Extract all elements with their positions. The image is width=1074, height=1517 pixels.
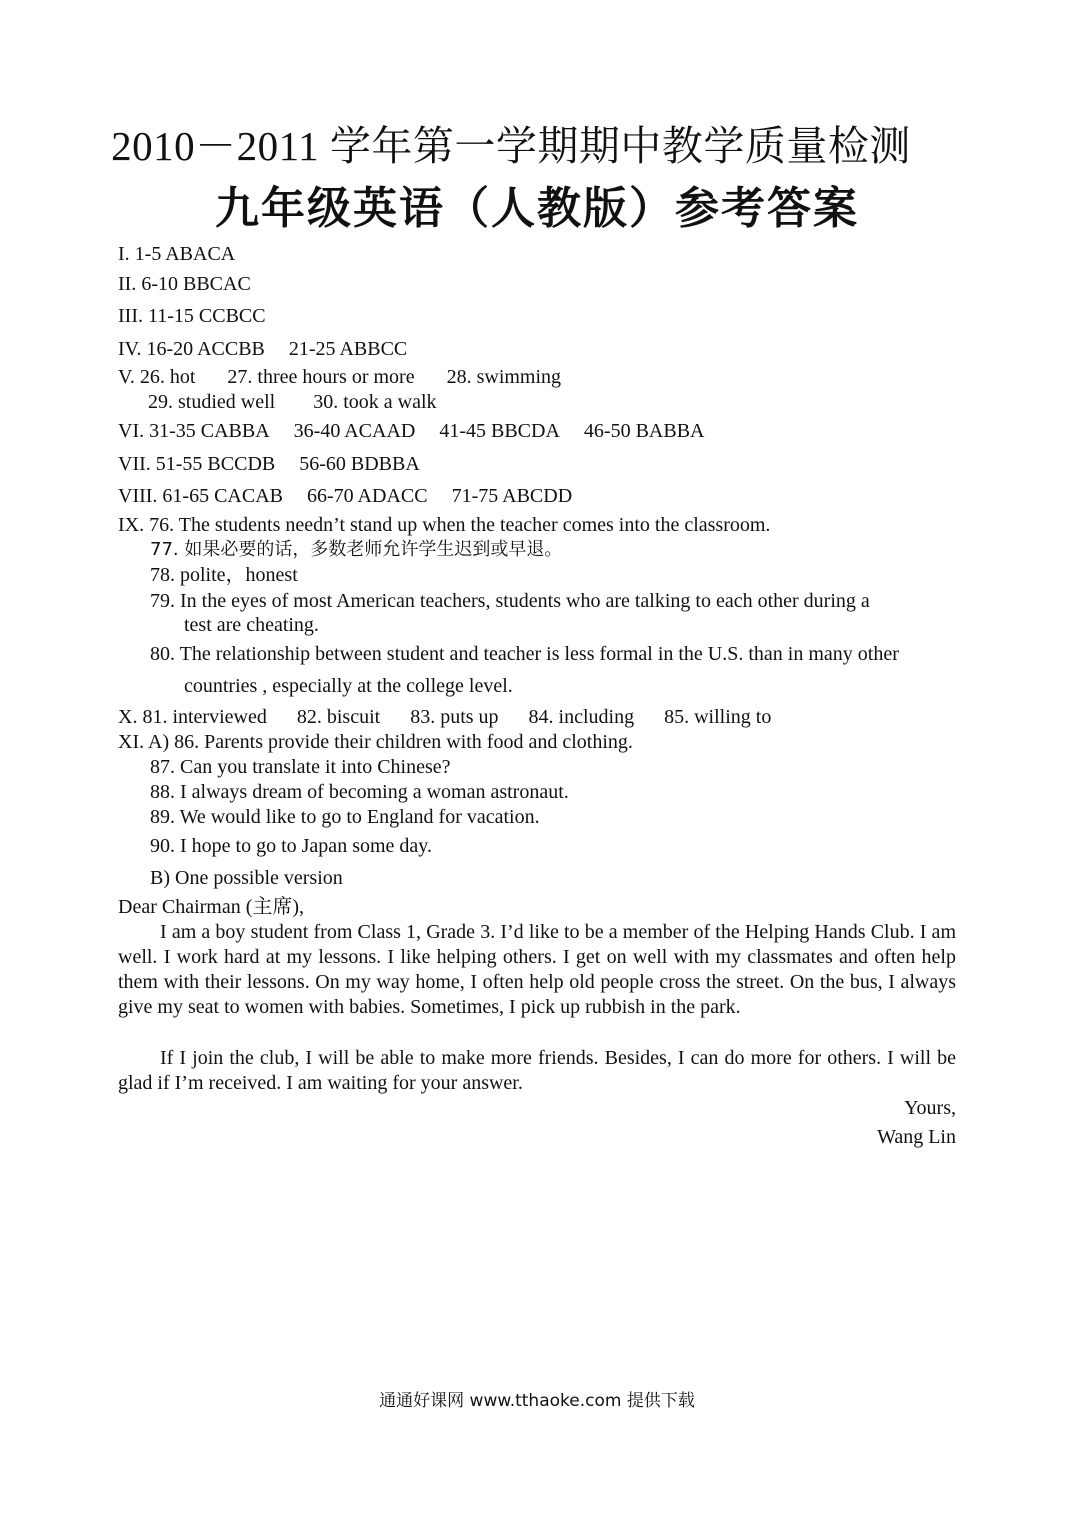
letter-salutation: Dear Chairman (主席), <box>118 896 305 918</box>
answer-group: VIII. 61-65 CACAB <box>118 485 283 507</box>
answer-group: VII. 51-55 BCCDB <box>118 453 276 475</box>
answer-86: XI. A) 86. Parents provide their children with food and clothing. <box>118 731 633 753</box>
answer-item: 85. willing to <box>664 706 772 728</box>
answer-section-10 <box>118 705 771 729</box>
answer-group: 41-45 BBCDA <box>439 420 560 442</box>
answer-section-1: I. 1-5 ABACA <box>118 243 236 265</box>
answer-section-5-line-2 <box>148 390 437 414</box>
page-subtitle: 九年级英语（人教版）参考答案 <box>215 183 859 234</box>
answer-section-2: II. 6-10 BBCAC <box>118 273 251 295</box>
answer-group: 46-50 BABBA <box>583 420 705 442</box>
answer-79-line-1: 79. In the eyes of most American teachers, students who are talking to each other during a <box>150 590 870 612</box>
letter-closing: Yours, <box>904 1097 956 1119</box>
answer-88: 88. I always dream of becoming a woman astronaut. <box>150 781 569 803</box>
answer-group: 21-25 ABBCC <box>288 338 408 360</box>
answer-section-4 <box>118 337 407 361</box>
letter-signature: Wang Lin <box>877 1126 956 1148</box>
answer-group: IV. 16-20 ACCBB <box>118 338 265 360</box>
answer-90: 90. I hope to go to Japan some day. <box>150 835 432 857</box>
answer-76: IX. 76. The students needn’t stand up when the teacher comes into the classroom. <box>118 514 771 536</box>
answer-section-3: III. 11-15 CCBCC <box>118 305 266 327</box>
answer-group: 66-70 ADACC <box>307 485 428 507</box>
answer-item: 29. studied well <box>148 391 276 413</box>
answer-item: 84. including <box>528 706 635 728</box>
answer-group: 36-40 ACAAD <box>293 420 416 442</box>
answer-section-5-line-1 <box>118 365 561 389</box>
answer-section-7 <box>118 452 420 476</box>
answer-item: V. 26. hot <box>118 366 196 388</box>
answer-87: 87. Can you translate it into Chinese? <box>150 756 451 778</box>
answer-section-6 <box>118 419 705 443</box>
answer-item: 82. biscuit <box>296 706 381 728</box>
letter-paragraph-2: If I join the club, I will be able to make more friends. Besides, I can do more for others. I will be glad if I’m received. I am waiting for your answer. <box>118 1047 956 1094</box>
answer-80-line-2: countries , especially at the college level. <box>184 675 513 697</box>
answer-item: 30. took a walk <box>313 391 437 413</box>
answer-89: 89. We would like to go to England for vacation. <box>150 806 540 828</box>
answer-section-8 <box>118 484 572 508</box>
answer-79-line-2: test are cheating. <box>184 614 319 636</box>
answer-item: 83. puts up <box>410 706 499 728</box>
answer-group: VI. 31-35 CABBA <box>118 420 270 442</box>
page-title: 2010－2011 学年第一学期期中教学质量检测 <box>111 123 911 169</box>
page-footer: 通通好课网 www.tthaoke.com 提供下载 <box>379 1391 695 1411</box>
answer-77: 77. 如果必要的话，多数老师允许学生迟到或早退。 <box>150 539 563 560</box>
answer-78: 78. polite，honest <box>150 564 298 586</box>
answer-item: 27. three hours or more <box>227 366 415 388</box>
letter-paragraph-1: I am a boy student from Class 1, Grade 3. I’d like to be a member of the Helping Hands Club. I am well. I work hard at my lessons. I like helping others. I get on well with my classmates and often help them with their lessons. On my way home, I often help old people cross the street. On the bus, I always give my seat to women with babies. Sometimes, I pick up rubbish in the park. <box>118 921 956 1018</box>
answer-group: 71-75 ABCDD <box>451 485 573 507</box>
writing-heading: B) One possible version <box>150 867 343 889</box>
answer-item: 28. swimming <box>446 366 562 388</box>
answer-group: 56-60 BDBBA <box>299 453 420 475</box>
answer-80-line-1: 80. The relationship between student and teacher is less formal in the U.S. than in many other <box>150 643 899 665</box>
answer-item: X. 81. interviewed <box>118 706 267 728</box>
